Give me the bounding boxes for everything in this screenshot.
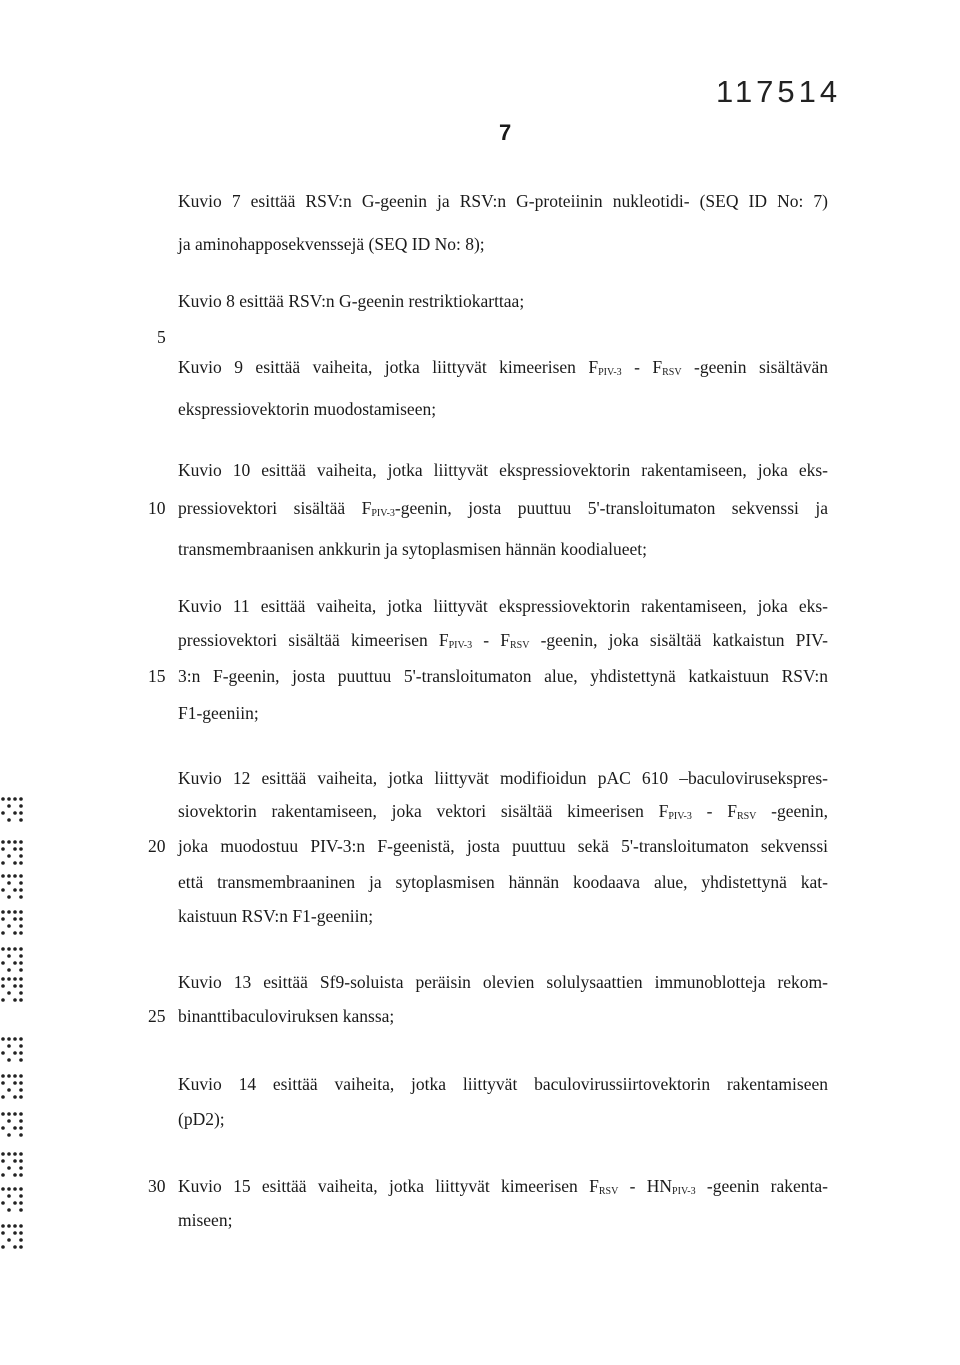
text-line: siovektorin rakentamiseen, joka vektori sisältää kimeerisen $F_{PIV-3} - F_{RSV}$ -geenin,	[178, 801, 828, 822]
perforation-dots-icon	[0, 795, 28, 831]
text-line: että transmembraaninen ja sytoplasmisen hännän koodaava alue, yhdistettynä kat-	[178, 872, 828, 892]
text-line: ekspressiovektorin muodostamiseen;	[178, 399, 437, 419]
text-line: Kuvio 15 esittää vaiheita, jotka liittyvät kimeerisen $F_{RSV} - HN_{PIV-3}$ -geenin rakenta-	[178, 1176, 828, 1197]
perforation-dots-icon	[0, 1110, 28, 1146]
perforation-dots-icon	[0, 838, 28, 874]
perforation-dots-icon	[0, 1035, 28, 1071]
perforation-dots-icon	[0, 1185, 28, 1221]
text-line: miseen;	[178, 1210, 233, 1230]
line-number-10: 10	[148, 498, 166, 518]
text-line: 3:n F-geenin, josta puuttuu 5'-transloitumaton alue, yhdistettynä katkaistuun RSV:n	[178, 666, 828, 686]
patent-number: 117514	[716, 74, 842, 109]
page-number: 7	[499, 120, 512, 145]
text-line: Kuvio 9 esittää vaiheita, jotka liittyvät kimeerisen $F_{PIV-3} - F_{RSV}$ -geenin sisältävän	[178, 357, 828, 378]
text-line: joka muodostuu PIV-3:n F-geenistä, josta puuttuu sekä 5'-transloitumaton sekvenssi	[178, 836, 828, 856]
text-line: Kuvio 13 esittää Sf9-soluista peräisin olevien solulysaattien immunoblotteja rekom-	[178, 972, 828, 992]
perforation-dots-icon	[0, 908, 28, 944]
perforation-dots-icon	[0, 1222, 28, 1258]
text-line: Kuvio 11 esittää vaiheita, jotka liittyvät ekspressiovektorin rakentamiseen, joka eks-	[178, 596, 828, 616]
text-line: pressiovektori sisältää kimeerisen $F_{PIV-3} - F_{RSV}$ -geenin, joka sisältää katkaistun PIV-	[178, 630, 829, 651]
line-number-15: 15	[148, 666, 166, 686]
text-line: Kuvio 12 esittää vaiheita, jotka liittyvät modifioidun pAC 610 –baculovirusekspres-	[178, 768, 828, 788]
line-number-5: 5	[157, 327, 166, 347]
line-number-25: 25	[148, 1006, 166, 1026]
text-line: Kuvio 8 esittää RSV:n G-geenin restriktiokarttaa;	[178, 291, 525, 311]
perforation-dots-icon	[0, 872, 28, 908]
text-line: pressiovektori sisältää $F_{PIV-3}$-geenin, josta puuttuu 5'-transloitumaton sekvenssi ja	[178, 498, 828, 519]
text-line: kaistuun RSV:n F1-geeniin;	[178, 906, 374, 926]
text-line: F1-geeniin;	[178, 703, 259, 723]
perforation-dots-icon	[0, 975, 28, 1011]
line-number-30: 30	[148, 1176, 166, 1196]
text-line: Kuvio 14 esittää vaiheita, jotka liittyvät baculovirussiirtovektorin rakentamiseen	[178, 1074, 828, 1094]
text-line: transmembraanisen ankkurin ja sytoplasmisen hännän koodialueet;	[178, 539, 647, 559]
text-line: (pD2);	[178, 1109, 225, 1129]
perforation-dots-icon	[0, 1072, 28, 1108]
line-number-20: 20	[148, 836, 166, 856]
text-line: Kuvio 7 esittää RSV:n G-geenin ja RSV:n G-proteiinin nukleotidi- (SEQ ID No: 7)	[178, 191, 828, 211]
perforation-dots-icon	[0, 1150, 28, 1186]
text-line: binanttibaculoviruksen kanssa;	[178, 1006, 395, 1026]
text-line: ja aminohapposekvenssejä (SEQ ID No: 8);	[178, 234, 485, 254]
text-line: Kuvio 10 esittää vaiheita, jotka liittyvät ekspressiovektorin rakentamiseen, joka eks-	[178, 460, 828, 480]
